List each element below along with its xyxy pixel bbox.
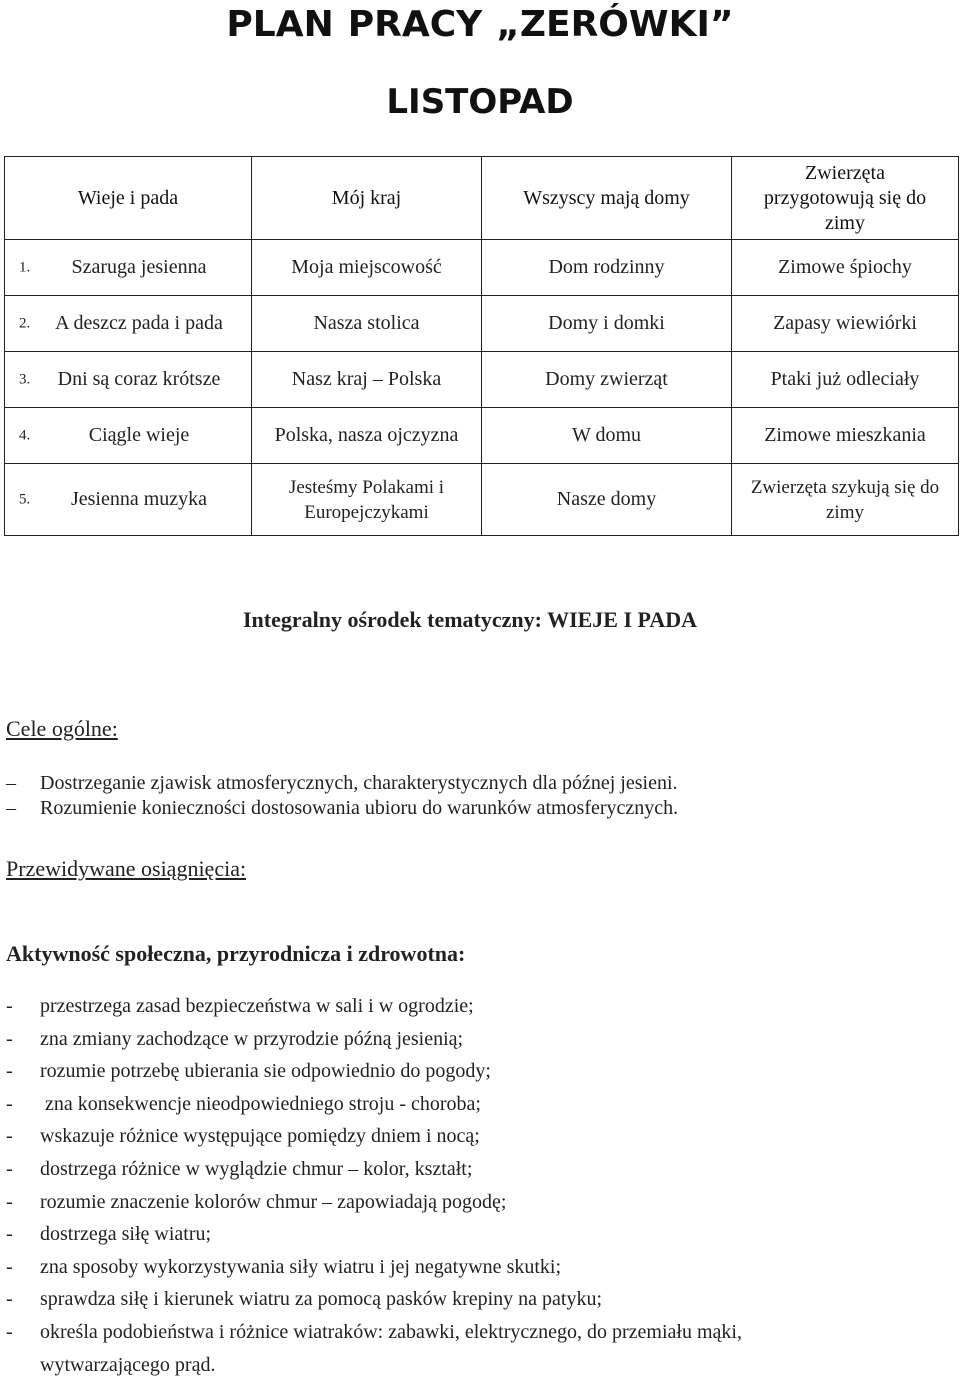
list-item-text: przestrzega zasad bezpieczeństwa w sali i w ogrodzie; [40,995,474,1017]
hyphen-bullet-icon: - [6,995,13,1017]
list-item [6,1283,742,1316]
table-cell: Zimowe mieszkania [732,408,959,464]
cell-text: Szaruga jesienna [71,256,207,278]
hyphen-bullet-icon: - [6,1027,13,1050]
hyphen-bullet-icon: - [6,1190,13,1213]
goals-list [6,771,678,821]
table-row [5,296,959,352]
list-item-text: sprawdza siłę i kierunek wiatru za pomocą pasków krepiny na patyku; [40,1288,603,1311]
table-cell: Jesteśmy Polakami i Europejczykami [252,464,482,536]
list-item [6,1088,742,1121]
table-cell: Zwierzęta szykują się do zimy [732,464,959,536]
hyphen-bullet-icon: - [6,1157,13,1180]
table-row [5,240,959,296]
list-item-text: określa podobieństwa i różnice wiatraków: zabawki, elektrycznego, do przemiału mąki, [40,1320,742,1343]
row-number: 2. [19,315,31,331]
achievements-heading: Przewidywane osiągnięcia: [6,856,247,881]
table-row [5,352,959,408]
header-cell: Mój kraj [252,157,482,240]
hyphen-bullet-icon: - [6,1223,13,1246]
title-word-plan: PLAN [226,4,334,45]
table-cell: Domy i domki [482,296,732,352]
title-word-zerowki: „ZERÓWKI” [496,4,734,45]
goals-heading: Cele ogólne: [6,716,118,741]
list-item-text: Rozumienie konieczności dostosowania ubioru do warunków atmosferycznych. [40,797,679,819]
table-header-row [5,157,959,240]
integral-theme: Integralny ośrodek tematyczny: WIEJE I PADA [242,607,698,632]
activity-list [6,990,742,1381]
document-subtitle: LISTOPAD [386,82,574,122]
list-item-text: Dostrzeganie zjawisk atmosferycznych, charakterystycznych dla późnej jesieni. [40,772,678,794]
row-number: 1. [19,259,31,275]
list-item-text: zna zmiany zachodzące w przyrodzie późną jesienią; [40,1027,464,1050]
table-cell: Nasz kraj – Polska [252,352,482,408]
row-number: 3. [19,371,31,387]
table-cell: Zimowe śpiochy [732,240,959,296]
list-item [6,796,678,821]
list-item [6,1251,742,1284]
list-item [6,1153,742,1186]
cell-text: Ciągle wieje [88,424,190,446]
row-number: 5. [19,491,31,507]
dash-bullet-icon: – [6,772,16,794]
hyphen-bullet-icon: - [6,1255,13,1278]
table-cell [5,464,252,536]
list-item-text: wytwarzającego prąd. [40,1353,216,1376]
list-item-text: dostrzega różnice w wyglądzie chmur – kolor, kształt; [40,1157,473,1180]
table-cell: Domy zwierząt [482,352,732,408]
table-cell: Nasza stolica [252,296,482,352]
title-word-pracy: PRACY [347,4,483,45]
table-cell: Dom rodzinny [482,240,732,296]
cell-text: Jesienna muzyka [70,488,208,510]
table-cell [5,408,252,464]
table-cell: Zapasy wiewiórki [732,296,959,352]
dash-bullet-icon: – [6,797,16,819]
list-item [6,1218,742,1251]
table-row [5,464,959,536]
hyphen-bullet-icon: - [6,1092,13,1115]
list-item-text: rozumie potrzebę ubierania sie odpowiednio do pogody; [40,1060,491,1083]
document-title [0,0,960,47]
table-cell [5,352,252,408]
table-cell: W domu [482,408,732,464]
list-item-text: dostrzega siłę wiatru; [40,1223,212,1246]
table-cell: Polska, nasza ojczyzna [252,408,482,464]
list-item-text: wskazuje różnice występujące pomiędzy dniem i nocą; [40,1125,480,1148]
list-item [6,1186,742,1219]
list-item [6,771,678,796]
plan-table [4,156,959,536]
list-item-continuation [6,1349,742,1381]
header-cell: Wszyscy mają domy [482,157,732,240]
list-item-text: zna konsekwencje nieodpowiedniego stroju - choroba; [40,1092,481,1115]
list-item [6,990,742,1023]
hyphen-bullet-icon: - [6,1320,13,1343]
table-row [5,408,959,464]
table-cell [5,296,252,352]
cell-text: A deszcz pada i pada [55,312,223,334]
row-number: 4. [19,427,31,443]
list-item [6,1316,742,1349]
list-item [6,1023,742,1056]
table-cell: Ptaki już odleciały [732,352,959,408]
table-cell [5,240,252,296]
activity-heading: Aktywność społeczna, przyrodnicza i zdrowotna: [6,941,466,966]
header-cell: Zwierzęta przygotowują się do zimy [732,157,959,240]
hyphen-bullet-icon: - [6,1288,13,1311]
hyphen-bullet-icon: - [6,1060,13,1083]
list-item [6,1120,742,1153]
list-item-text: zna sposoby wykorzystywania siły wiatru i jej negatywne skutki; [40,1255,562,1278]
table-cell: Nasze domy [482,464,732,536]
cell-text: Dni są coraz krótsze [57,368,221,390]
table-cell: Moja miejscowość [252,240,482,296]
hyphen-bullet-icon: - [6,1125,13,1148]
header-cell: Wieje i pada [5,157,252,240]
list-item-text: rozumie znaczenie kolorów chmur – zapowiadają pogodę; [40,1190,507,1213]
list-item [6,1055,742,1088]
